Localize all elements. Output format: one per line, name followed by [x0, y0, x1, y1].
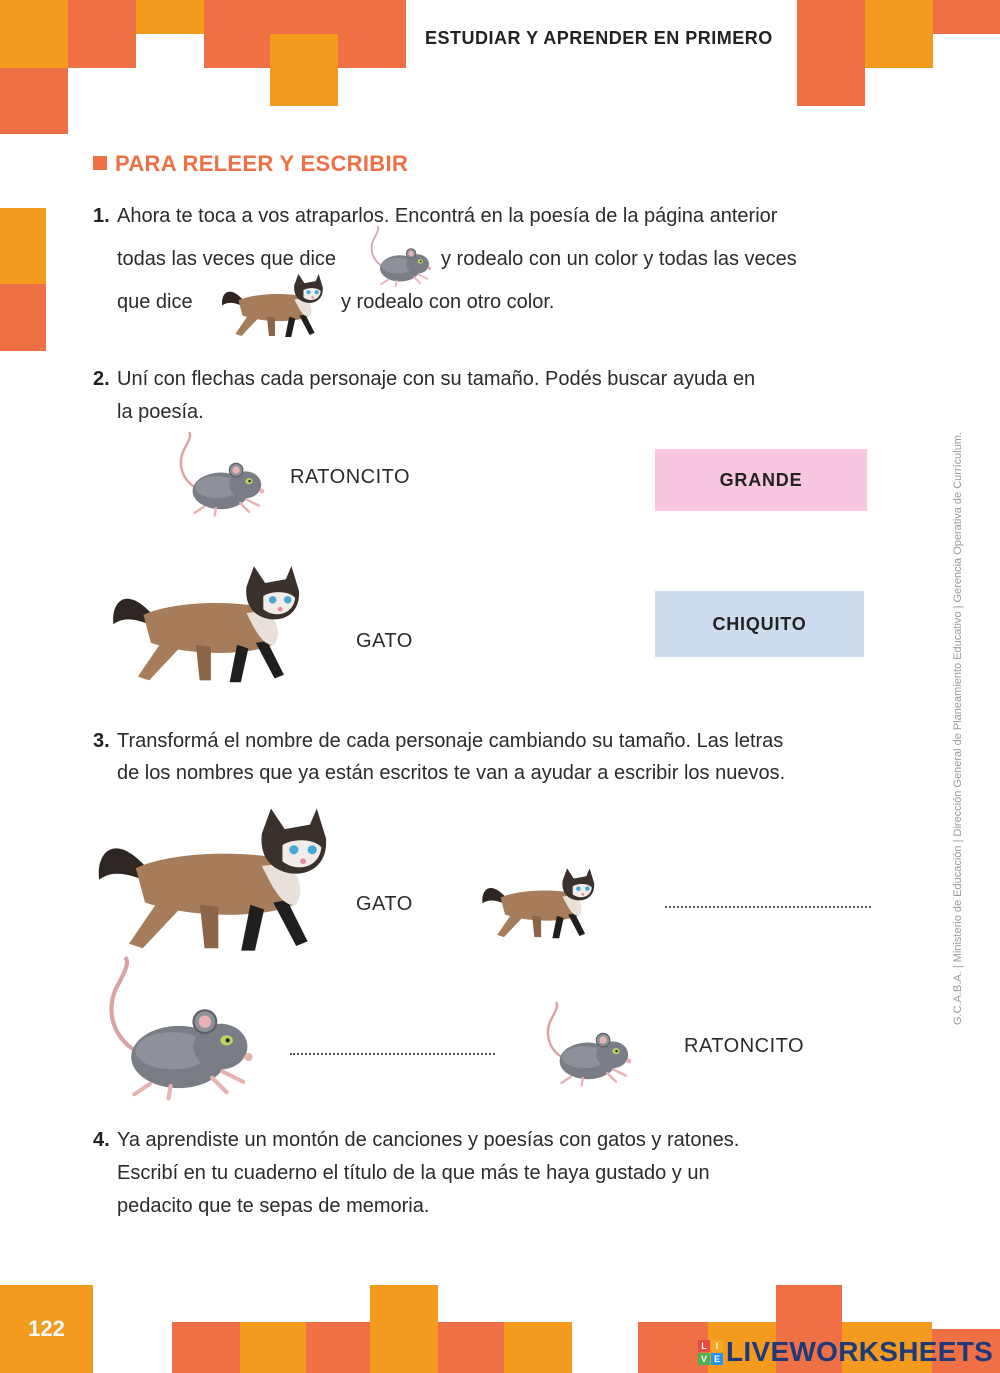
header-block	[136, 0, 204, 34]
question-4-line-2: Escribí en tu cuaderno el título de la que más te haya gustado y un	[117, 1162, 710, 1184]
question-1-line-2a: todas las veces que dice	[117, 248, 337, 270]
question-3-line-1: Transformá el nombre de cada personaje cambiando su tamaño. Las letras	[117, 730, 784, 752]
question-4-line-3: pedacito que te sepas de memoria.	[117, 1195, 430, 1217]
logo-letter: V	[698, 1353, 710, 1365]
side-block	[0, 284, 46, 351]
header-block	[270, 0, 338, 34]
size-box-small[interactable]: CHIQUITO	[655, 591, 864, 657]
header-title: ESTUDIAR Y APRENDER EN PRIMERO	[425, 28, 773, 48]
footer-block	[240, 1322, 306, 1373]
cat-label: GATO	[356, 630, 413, 652]
cat-label: GATO	[356, 893, 413, 915]
section-title	[93, 151, 408, 177]
mouse-label: RATONCITO	[684, 1035, 805, 1057]
mouse-icon	[98, 955, 264, 1105]
answer-line-small-cat[interactable]	[665, 906, 871, 908]
liveworksheets-logo[interactable]	[698, 1336, 993, 1368]
question-1-line-3a: que dice	[117, 291, 193, 313]
mouse-icon	[540, 1000, 638, 1090]
question-4-number: 4.	[93, 1129, 110, 1151]
logo-mark-icon	[698, 1340, 723, 1365]
answer-line-big-mouse[interactable]	[290, 1053, 495, 1055]
section-title-text: PARA RELEER Y ESCRIBIR	[115, 151, 409, 176]
header-block	[68, 0, 136, 68]
question-1-number: 1.	[93, 205, 110, 227]
logo-text: LIVEWORKSHEETS	[726, 1336, 994, 1367]
cat-icon	[90, 808, 342, 958]
question-1-line-1: Ahora te toca a vos atraparlos. Encontrá en la poesía de la página anterior	[117, 205, 778, 227]
header-block	[270, 34, 338, 106]
header-block	[204, 0, 270, 68]
mouse-icon	[366, 226, 436, 288]
question-2-line-1: Uní con flechas cada personaje con su tamaño. Podés buscar ayuda en	[117, 368, 756, 390]
logo-letter: I	[711, 1340, 723, 1352]
header-block	[865, 0, 933, 68]
side-block	[0, 208, 46, 284]
question-4-line-1: Ya aprendiste un montón de canciones y poesías con gatos y ratones.	[117, 1129, 740, 1151]
footer-block	[370, 1285, 438, 1373]
header-block	[0, 68, 68, 134]
cat-icon	[106, 566, 312, 688]
page-number: 122	[0, 1285, 93, 1373]
mouse-icon	[173, 430, 271, 520]
header-block	[338, 0, 406, 68]
header-block	[797, 0, 865, 106]
header-block	[933, 0, 1000, 34]
cat-icon	[218, 274, 330, 340]
footer-block	[438, 1322, 504, 1373]
sidebar-credit: G.C.A.B.A. | Ministerio de Educación | Dirección General de Planeamiento Educativo | Gerencia Operativa de Currículum.	[952, 431, 964, 1025]
footer-block	[306, 1322, 370, 1373]
question-2-number: 2.	[93, 368, 110, 390]
question-1-line-3b: y rodealo con otro color.	[341, 291, 555, 313]
question-2-line-2: la poesía.	[117, 401, 204, 423]
square-bullet-icon	[93, 156, 107, 170]
header-block	[0, 0, 68, 68]
cat-icon	[478, 868, 602, 942]
question-1-line-2b: y rodealo con un color y todas las veces	[441, 248, 797, 270]
question-3-number: 3.	[93, 730, 110, 752]
logo-letter: E	[711, 1353, 723, 1365]
footer-block	[172, 1322, 240, 1373]
footer-block	[504, 1322, 572, 1373]
question-3-line-2: de los nombres que ya están escritos te van a ayudar a escribir los nuevos.	[117, 762, 786, 784]
logo-letter: L	[698, 1340, 710, 1352]
size-box-big[interactable]: GRANDE	[655, 449, 867, 511]
mouse-label: RATONCITO	[290, 466, 411, 488]
